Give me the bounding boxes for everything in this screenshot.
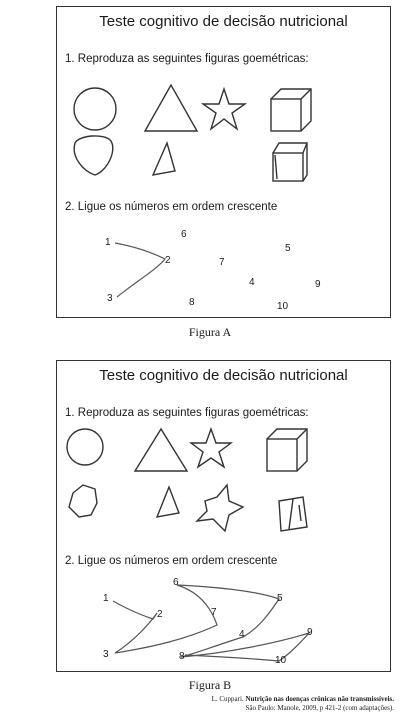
credit-book-title: Nutrição nas doenças crônicas não transmissíveis.: [245, 695, 394, 703]
a-number-4: 4: [249, 277, 255, 288]
panel-b-shapes: [57, 425, 392, 555]
copy-star: [197, 485, 243, 531]
panel-a-title: Teste cognitivo de decisão nutricional: [99, 13, 348, 30]
b-number-1: 1: [103, 593, 109, 604]
model-cube: [271, 89, 311, 131]
b-number-3: 3: [103, 649, 109, 660]
b-number-7: 7: [211, 607, 217, 618]
source-credit-line-2: São Paulo: Manole, 2009, p 421-2 (com adaptações).: [245, 704, 394, 712]
panel-a-number-task: [57, 217, 392, 317]
panel-a-connection-line: [115, 243, 165, 297]
b-number-4: 4: [239, 629, 245, 640]
a-number-9: 9: [315, 279, 321, 290]
panel-b-question-1: 1. Reproduza as seguintes figuras goemétricas:: [65, 407, 309, 419]
b-number-6: 6: [173, 577, 179, 588]
b-number-9: 9: [307, 627, 313, 638]
a-number-5: 5: [285, 243, 291, 254]
model-star: [203, 89, 245, 129]
panel-a-question-2: 2. Ligue os números em ordem crescente: [65, 201, 278, 213]
credit-author: L. Cuppari.: [211, 695, 244, 703]
b-number-5: 5: [277, 593, 283, 604]
copy-cube: [273, 143, 307, 181]
a-number-8: 8: [189, 297, 195, 308]
figure-a-panel: [56, 6, 391, 318]
panel-b-question-2: 2. Ligue os números em ordem crescente: [65, 555, 278, 567]
copy-triangle: [153, 143, 175, 175]
copy-cube: [279, 497, 307, 531]
b-number-8: 8: [179, 651, 185, 662]
figure-b-panel: [56, 360, 391, 672]
copy-triangle: [157, 487, 179, 517]
a-number-1: 1: [105, 237, 111, 248]
model-circle: [74, 88, 116, 130]
figure-b-caption: Figura B: [188, 678, 232, 692]
a-number-3: 3: [107, 293, 113, 304]
a-number-10: 10: [277, 301, 289, 312]
b-number-10: 10: [275, 655, 287, 666]
a-number-6: 6: [181, 229, 187, 240]
panel-a-question-1: 1. Reproduza as seguintes figuras goemétricas:: [65, 53, 309, 65]
model-triangle: [135, 429, 187, 471]
panel-b-title: Teste cognitivo de decisão nutricional: [99, 367, 348, 384]
model-triangle: [145, 85, 197, 131]
source-credit-line-1: [212, 695, 394, 704]
model-circle: [67, 429, 103, 465]
figure-a-caption: Figura A: [188, 325, 232, 339]
copy-circle: [74, 136, 113, 175]
model-star: [191, 429, 231, 467]
b-number-2: 2: [157, 609, 163, 620]
a-number-2: 2: [165, 255, 171, 266]
panel-a-shapes: [57, 71, 392, 201]
model-cube: [267, 429, 307, 471]
a-number-7: 7: [219, 257, 225, 268]
panel-b-number-task: [57, 571, 392, 671]
copy-circle: [69, 485, 97, 517]
